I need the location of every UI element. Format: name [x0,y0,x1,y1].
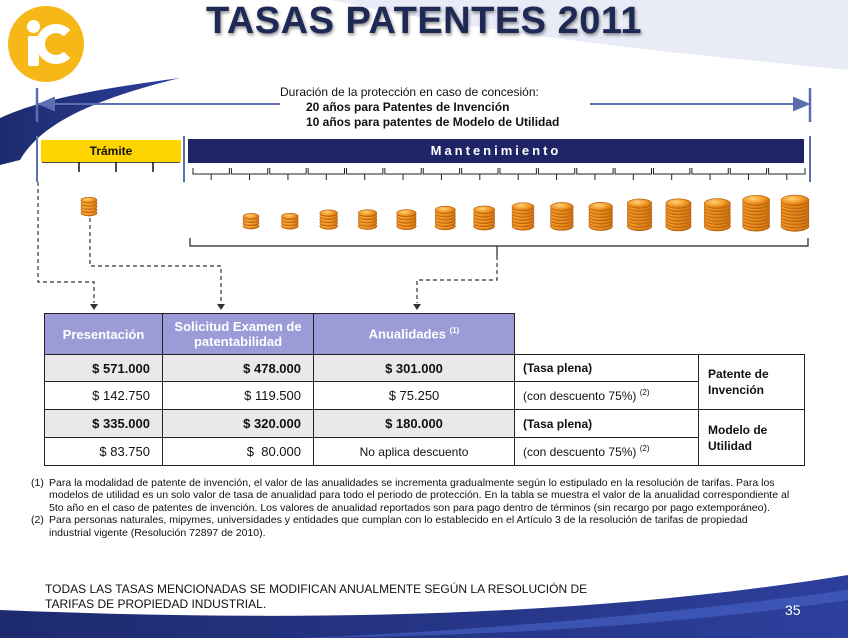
footnotes [31,477,791,539]
cell-solicitud: $ 320.000 [163,410,314,438]
coin-stack-icon [435,206,455,230]
coin-stack-icon [704,199,730,231]
cell-presentacion: $ 571.000 [45,355,163,382]
logo-ic [8,6,84,82]
category-patente: Patente de Invención [699,355,805,410]
coin-stack-icon [550,202,573,230]
duration-line-2: 20 años para Patentes de Invención [306,100,510,114]
cell-solicitud: $ 478.000 [163,355,314,382]
coin-stack-icon [243,213,259,229]
fees-table [44,313,805,466]
year-bracket [193,168,229,180]
table-row [45,382,805,410]
tramite-label: Trámite [41,140,181,162]
year-bracket [231,168,267,180]
cell-desc: (Tasa plena) [515,410,699,438]
page-title: TASAS PATENTES 2011 [205,0,643,42]
cell-presentacion: $ 142.750 [45,382,163,410]
category-modelo: Modelo de Utilidad [699,410,805,466]
footnote-2: (2) Para personas naturales, mipymes, universidades y entidades que cumplan con lo establecido en el Artículo 3 de la resolución de tarifas de propiedad industrial vigente (Resolución 72897 de 2010). [31,514,748,539]
footnote-1: (1) Para la modalidad de patente de invención, el valor de las anualidades se incrementa gradualmente según lo estipulado en la resolución de tarifas. Para los modelos de utilidad es un solo valor de tasa de anualidad para todo el periodo de protección. En la tabla se muestra el valor de la anualidad correspondiente al 5to año en el caso de patentes de invención. Los valores de anualidad reportados son para pago dentro de términos (sin recargo por pago extemporáneo). [31,477,790,514]
table-row [45,355,805,382]
cell-desc: (Tasa plena) [515,355,699,382]
year-bracket [654,168,690,180]
year-bracket [423,168,459,180]
coin-stack-icon [358,210,377,230]
year-bracket [615,168,651,180]
cell-desc: (con descuento 75%) $^{(2)}$ [515,382,699,410]
coin-stack-icon [781,195,809,231]
cell-anualidades: $ 75.250 [314,382,515,410]
coin-stack-icon [627,199,652,231]
annual-bracket [190,238,808,256]
cell-presentacion: $ 83.750 [45,438,163,466]
cell-solicitud: $ 119.500 [163,382,314,410]
year-bracket [577,168,613,180]
mantenimiento-label: Mantenimiento [188,139,804,163]
year-bracket [385,168,421,180]
year-bracket [769,168,805,180]
year-bracket [270,168,306,180]
header-solicitud: Solicitud Examen de patentabilidad [163,314,314,355]
year-bracket [692,168,728,180]
table-row [45,410,805,438]
coin-stack-icon [281,213,298,229]
header-anualidades: Anualidades $^{(1)}$ [314,314,515,355]
cell-desc: (con descuento 75%) $^{(2)}$ [515,438,699,466]
cell-anualidades: $ 180.000 [314,410,515,438]
bottom-note: TODAS LAS TASAS MENCIONADAS SE MODIFICAN ANUALMENTE SEGÚN LA RESOLUCIÓN DE TARIFAS DE PROPIEDAD INDUSTRIAL. [45,582,588,611]
coin-stack-icon [666,199,691,231]
cell-presentacion: $ 335.000 [45,410,163,438]
year-bracket [308,168,344,180]
page-number: 35 [785,602,801,618]
coin-stack-icon [512,203,534,231]
duration-line-1: Duración de la protección en caso de concesión: [280,85,539,99]
year-bracket [538,168,574,180]
coin-stack-icon [743,195,770,231]
coin-stack-icon [474,206,495,230]
year-bracket [500,168,536,180]
year-bracket [462,168,498,180]
table-row [45,438,805,466]
duration-box [280,85,590,130]
header-presentacion: Presentación [45,314,163,355]
coin-stack-icon [589,202,613,230]
year-bracket [347,168,383,180]
year-bracket [730,168,766,180]
coin-stack-icon [320,210,338,230]
cell-anualidades: $ 301.000 [314,355,515,382]
duration-line-3: 10 años para patentes de Modelo de Utilidad [306,115,560,129]
coin-stack-icon [397,210,416,230]
cell-anualidades: No aplica descuento [314,438,515,466]
coin-stack-icon [81,197,97,216]
cell-solicitud: $ 80.000 [163,438,314,466]
